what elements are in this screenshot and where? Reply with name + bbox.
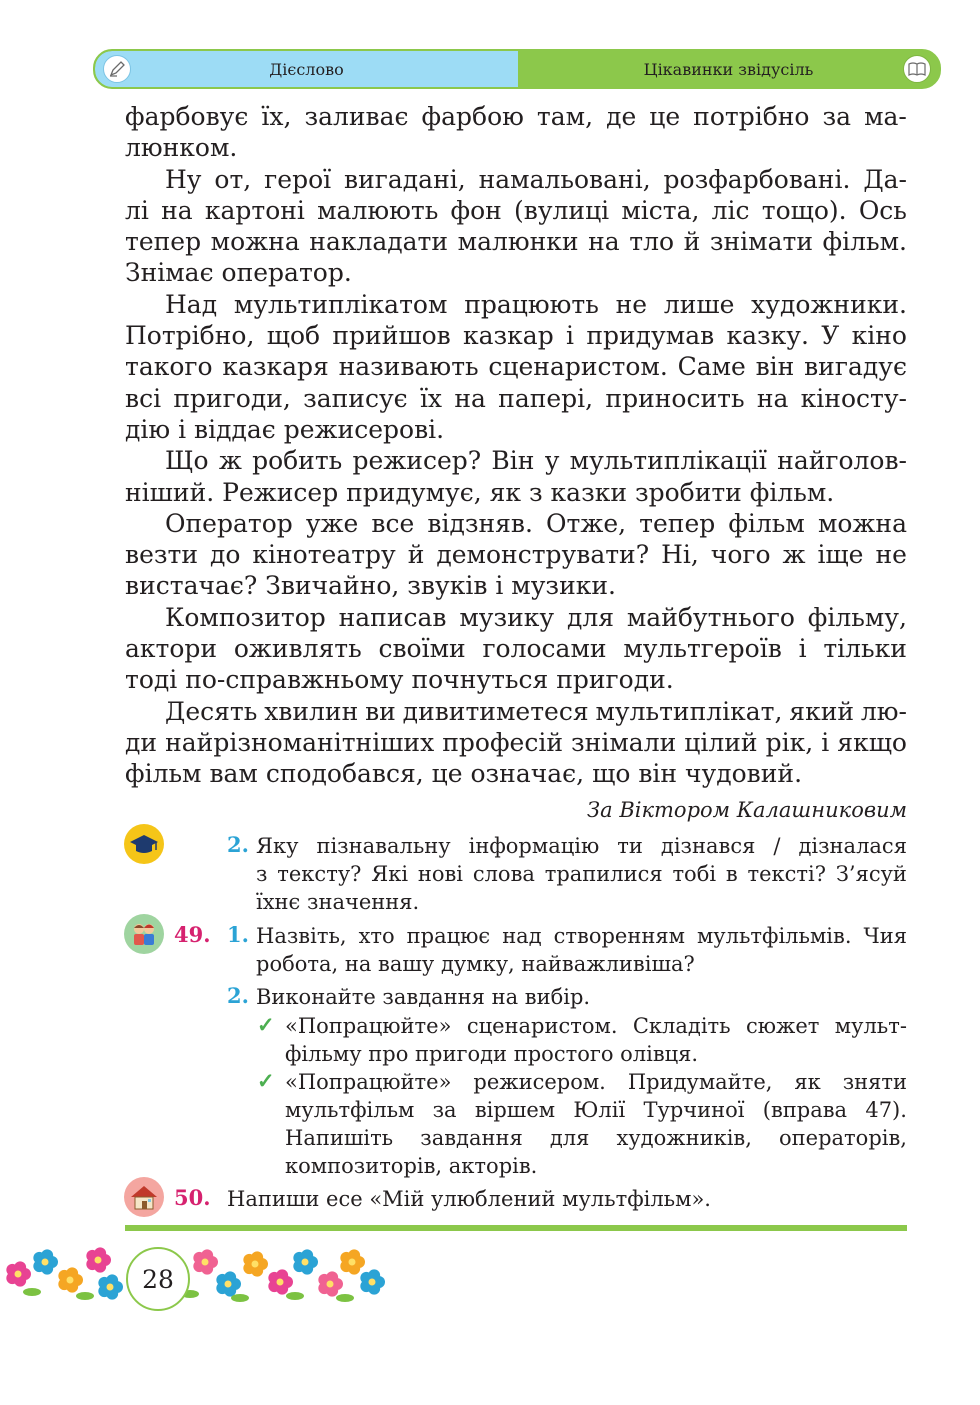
flower <box>6 1261 31 1286</box>
task-line: Напишіть завдання для художників, операторів, <box>285 1126 907 1150</box>
text-line: вистачає? Звичайно, звуків і музики. <box>125 571 616 601</box>
task-line: «Попрацюйте» сценаристом. Складіть сюжет мульт- <box>285 1014 907 1038</box>
page-number: 28 <box>126 1247 190 1311</box>
text-line: фарбовує їх, заливає фарбою там, де це потрібно за ма- <box>125 102 907 131</box>
text-line: Десять хвилин ви дивитиметеся мультиплікат, який лю- <box>165 696 907 726</box>
text-line: дію і віддає режисерові. <box>125 414 445 444</box>
task-number-49: 49. <box>174 922 211 947</box>
flower <box>318 1271 343 1296</box>
flower <box>293 1249 318 1274</box>
flower <box>86 1247 111 1272</box>
task-line: Виконайте завдання на вибір. <box>256 985 591 1009</box>
task-line: Назвіть, хто працює над створенням мультфільмів. Чия <box>256 924 907 948</box>
task-49-item-2-text <box>256 983 907 1011</box>
task-line: їхнє значення. <box>256 890 420 914</box>
flower <box>360 1269 385 1294</box>
flower <box>268 1269 293 1294</box>
flower <box>33 1249 58 1274</box>
task-line: з тексту? Які нові слова трапилися тобі в тексті? З’ясуй <box>256 862 907 886</box>
task-49-option-2-text <box>285 1068 907 1180</box>
text-line: тоді по-справжньому почнуться пригоди. <box>125 665 674 695</box>
text-line: фільм вам сподобався, це означає, що він чудовий. <box>125 759 803 789</box>
leaf <box>336 1294 354 1302</box>
header-section-right <box>518 51 939 87</box>
pen-icon <box>103 55 131 83</box>
text-line: Знімає оператор. <box>125 258 352 288</box>
task-50-text <box>227 1185 907 1213</box>
text-line: Ну от, герої вигадані, намальовані, розфарбовані. Да- <box>165 164 907 194</box>
check-icon: ✓ <box>257 1068 275 1093</box>
flower <box>58 1267 83 1292</box>
leaf <box>286 1292 304 1300</box>
text-line: люнком. <box>125 133 238 163</box>
text-line: везти до кінотеатру й демонструвати? Ні, чого ж іще не <box>125 540 907 570</box>
task-48-item-2-text <box>256 832 907 916</box>
house-icon <box>124 1177 164 1217</box>
flower <box>98 1274 123 1299</box>
text-line: всі пригоди, записує їх на папері, приносить на кіносту- <box>125 383 907 413</box>
story-author: За Віктором Калашниковим <box>587 798 907 822</box>
text-line: Що ж робить режисер? Він у мультиплікації найголов- <box>165 446 907 476</box>
flower-ornament-icon <box>0 1232 390 1312</box>
task-line: Яку пізнавальну інформацію ти дізнався / дізналася <box>256 834 907 858</box>
task-item-number: 1. <box>227 922 249 947</box>
flower <box>216 1271 241 1296</box>
check-icon: ✓ <box>257 1012 275 1037</box>
task-line: «Попрацюйте» режисером. Придумайте, як зняти <box>285 1070 907 1094</box>
task-line: фільму про пригоди простого олівця. <box>285 1042 699 1066</box>
task-number-50: 50. <box>174 1185 211 1210</box>
footer-divider <box>125 1225 907 1231</box>
graduation-cap-icon <box>124 824 164 864</box>
task-line: Напиши есе «Мій улюблений мультфільм». <box>227 1187 711 1211</box>
task-line: мультфільм за віршем Юлії Турчиної (вправа 47). <box>285 1098 907 1122</box>
book-icon <box>903 55 931 83</box>
header-bar <box>93 49 941 89</box>
flower <box>193 1249 218 1274</box>
text-line: ніший. Режисер придумує, як з казки зробити фільм. <box>125 477 835 507</box>
text-line: актори оживлять своїми голосами мультгероїв і тільки <box>125 634 907 664</box>
task-item-number: 2. <box>227 983 249 1008</box>
text-line: ди найрізноманітніших професій знімали цілий рік, і якщо <box>125 727 907 757</box>
text-line: тепер можна накладати малюнки на тло й знімати фільм. <box>125 227 907 257</box>
text-line: Оператор уже все відзняв. Отже, тепер фільм можна <box>165 508 907 538</box>
flower <box>243 1251 268 1276</box>
text-line: Потрібно, щоб прийшов казкар і придумав казку. У кіно <box>125 321 907 351</box>
task-item-number: 2. <box>227 832 249 857</box>
flower <box>340 1249 365 1274</box>
text-line: лі на картоні малюють фон (вулиці міста, ліс тощо). Ось <box>125 195 907 225</box>
task-line: композиторів, акторів. <box>285 1154 538 1178</box>
rubric-title: Цікавинки звідусіль <box>643 59 814 79</box>
task-49-item-1-text <box>256 922 907 978</box>
section-title: Дієслово <box>269 59 344 79</box>
text-line: Композитор написав музику для майбутнього фільму, <box>165 602 907 632</box>
text-line: Над мультиплікатом працюють не лише художники. <box>165 289 907 319</box>
leaf <box>231 1294 249 1302</box>
task-line: робота, на вашу думку, найважливіша? <box>256 952 695 976</box>
leaf <box>23 1288 41 1296</box>
header-section-left <box>95 51 518 87</box>
task-49-option-1-text <box>285 1012 907 1068</box>
text-line: такого казкаря називають сценаристом. Саме він вигадує <box>125 352 907 382</box>
leaf <box>76 1292 94 1300</box>
story-text <box>125 101 907 790</box>
children-pair-icon <box>124 914 164 954</box>
